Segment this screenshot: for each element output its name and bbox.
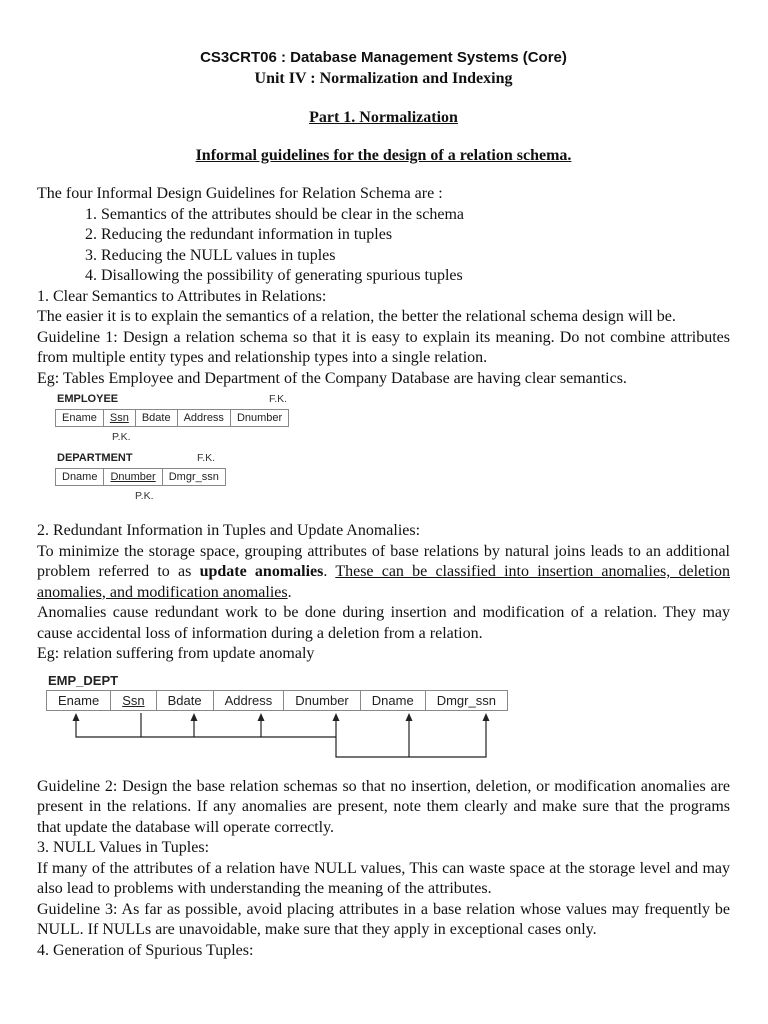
- arrowhead: [333, 713, 340, 721]
- section-heading: Informal guidelines for the design of a relation schema.: [195, 147, 572, 164]
- attribute-cell: Ename: [47, 690, 111, 710]
- department-pk-label: P.K.: [135, 490, 154, 502]
- attribute-cell-key: Ssn: [111, 690, 156, 710]
- attribute-cell: Address: [177, 410, 230, 427]
- attribute-cell: Dname: [360, 690, 425, 710]
- arrowhead: [483, 713, 490, 721]
- dependency-line: [336, 719, 486, 757]
- list-item: 3. Reducing the NULL values in tuples: [101, 246, 730, 267]
- dependency-line: [76, 719, 336, 737]
- dependency-arrows: [46, 673, 566, 777]
- course-title: CS3CRT06 : Database Management Systems (Core): [200, 49, 567, 66]
- department-table: [55, 468, 226, 486]
- arrowhead: [258, 713, 265, 721]
- attribute-cell: Bdate: [135, 410, 177, 427]
- section-2-paragraph: [37, 542, 730, 604]
- attribute-cell: Address: [213, 690, 284, 710]
- section-2-heading: 2. Redundant Information in Tuples and Update Anomalies:: [37, 522, 421, 539]
- section-2-paragraph-2: Anomalies cause redundant work to be done during insertion and modification of a relation. They may cause accidental loss of information during a deletion from a relation.: [37, 604, 730, 642]
- emp-dept-figure: [46, 673, 730, 777]
- company-schema-figure: [55, 389, 730, 521]
- attribute-cell: Dmgr_ssn: [162, 469, 225, 486]
- attribute-cell: Dname: [56, 469, 104, 486]
- arrowhead: [73, 713, 80, 721]
- department-fk-label: F.K.: [197, 452, 216, 464]
- attribute-cell: Ename: [56, 410, 104, 427]
- guidelines-list: [37, 205, 730, 287]
- employee-relation-name: EMPLOYEE: [57, 393, 119, 405]
- section-3-paragraph: If many of the attributes of a relation have NULL values, This can waste space at the storage level and may also lead to problems with understanding the meaning of the attributes.: [37, 859, 730, 897]
- attribute-cell-key: Dnumber: [104, 469, 162, 486]
- text-run: .: [323, 563, 328, 580]
- employee-pk-label: P.K.: [112, 431, 131, 443]
- attribute-cell: Bdate: [156, 690, 213, 710]
- update-anomalies-term: update anomalies: [199, 563, 324, 580]
- employee-table: [55, 409, 289, 427]
- guideline-1: Guideline 1: Design a relation schema so that it is easy to explain its meaning. Do not combine attributes from multiple entity types and relationship types into a single relation.: [37, 328, 730, 366]
- list-item: 4. Disallowing the possibility of generating spurious tuples: [101, 266, 730, 287]
- section-2-example: Eg: relation suffering from update anomaly: [37, 645, 315, 662]
- section-1-paragraph: The easier it is to explain the semantics of a relation, the better the relational schema design will be.: [37, 308, 676, 325]
- section-1-example: Eg: Tables Employee and Department of the Company Database are having clear semantics.: [37, 369, 627, 387]
- section-4-heading: 4. Generation of Spurious Tuples:: [37, 941, 254, 959]
- section-1-heading: 1. Clear Semantics to Attributes in Relations:: [37, 287, 327, 305]
- attribute-cell: Dnumber: [284, 690, 360, 710]
- unit-title: Unit IV : Normalization and Indexing: [254, 70, 513, 87]
- attribute-cell-key: Ssn: [103, 410, 135, 427]
- section-3-heading: 3. NULL Values in Tuples:: [37, 839, 210, 856]
- arrowhead: [406, 713, 413, 721]
- text-run: To minimize the storage space, grouping attributes of base relations by natural joins leads to an additional problem referred to as: [37, 542, 730, 580]
- attribute-cell: Dnumber: [230, 410, 288, 427]
- document-page: [37, 47, 730, 961]
- guideline-3: Guideline 3: As far as possible, avoid placing attributes in a base relation whose values may frequently be NULL. If NULLs are unavoidable, make sure that they apply in exceptional cases only.: [37, 900, 730, 938]
- attribute-cell: Dmgr_ssn: [425, 690, 507, 710]
- list-item: 2. Reducing the redundant information in tuples: [101, 225, 730, 246]
- arrowhead: [191, 713, 198, 721]
- list-item: 1. Semantics of the attributes should be clear in the schema: [101, 205, 730, 226]
- department-relation-name: DEPARTMENT: [57, 452, 133, 464]
- employee-fk-label: F.K.: [269, 393, 288, 405]
- intro-text: The four Informal Design Guidelines for Relation Schema are :: [37, 185, 443, 202]
- anomaly-types-underlined: These can be classified into insertion anomalies, deletion anomalies, and modification anomalies: [37, 563, 731, 601]
- part-heading: Part 1. Normalization: [309, 109, 458, 126]
- guideline-2: Guideline 2: Design the base relation schemas so that no insertion, deletion, or modification anomalies are present in the relations. If any anomalies are present, note them clearly and make sure that the programs that update the database will operate correctly.: [37, 777, 730, 836]
- emp-dept-relation-name: EMP_DEPT: [48, 672, 119, 688]
- text-run: .: [287, 583, 292, 601]
